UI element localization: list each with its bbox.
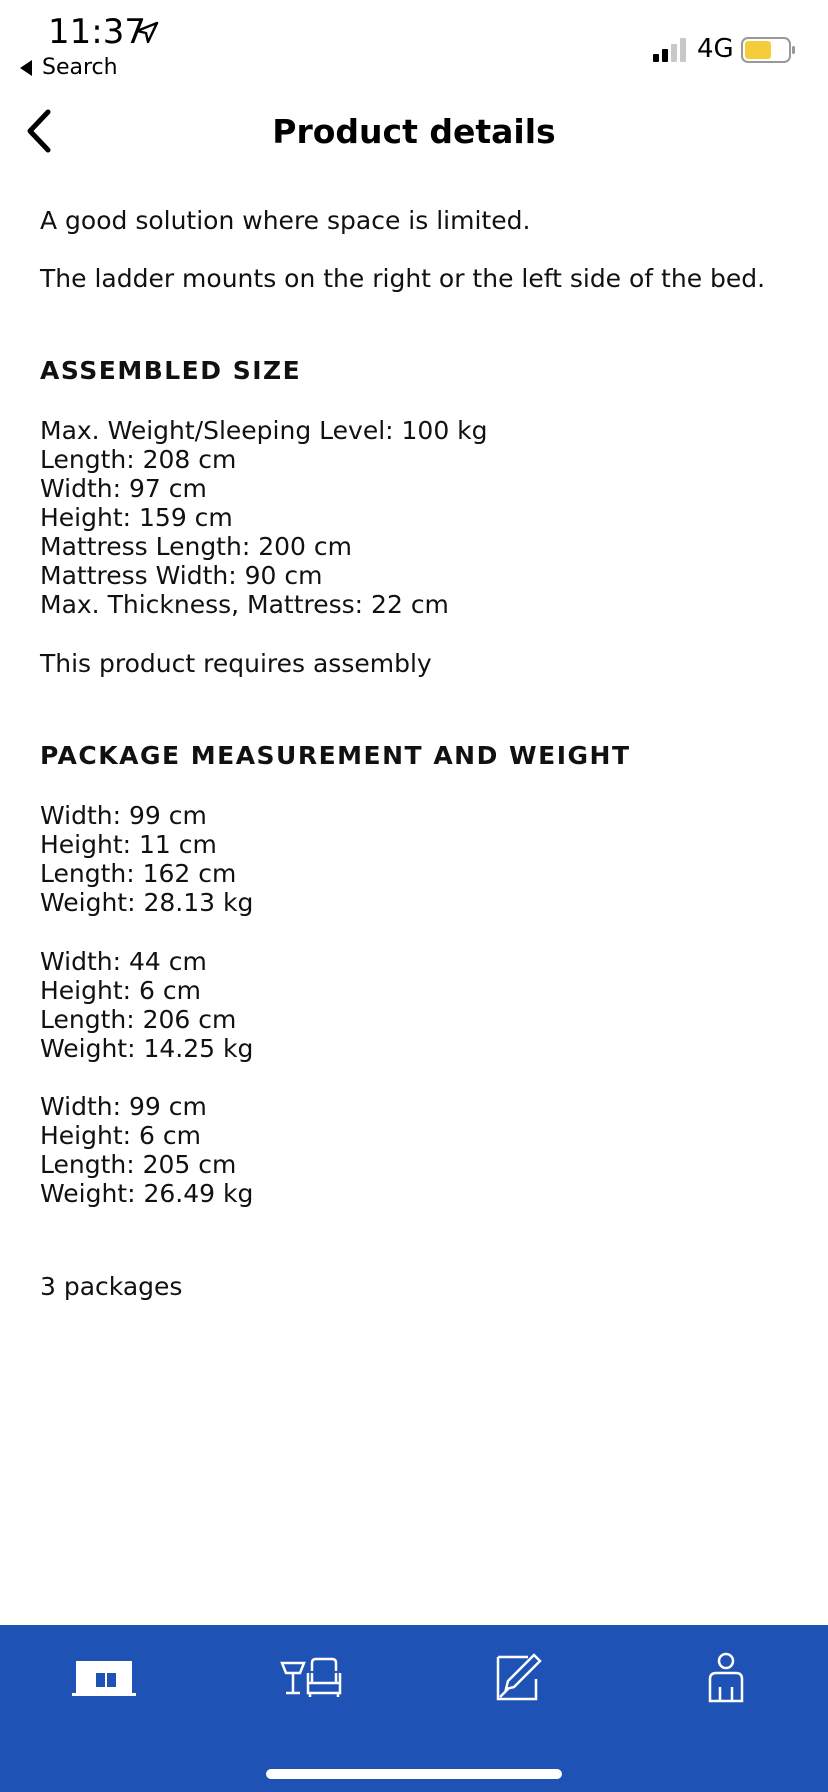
package-line: Length: 162 cm	[40, 859, 237, 888]
tab-home[interactable]	[64, 1649, 144, 1709]
package-block	[40, 1092, 253, 1208]
back-triangle-icon	[20, 60, 32, 76]
package-line: Weight: 14.25 kg	[40, 1034, 254, 1063]
spec-line: Height: 159 cm	[40, 503, 233, 532]
edit-list-icon	[478, 1649, 558, 1709]
assembled-size-heading: ASSEMBLED SIZE	[40, 356, 302, 385]
back-app-label: Search	[42, 55, 118, 80]
furniture-icon	[272, 1649, 352, 1709]
profile-icon	[686, 1649, 766, 1709]
tab-profile[interactable]	[686, 1649, 766, 1709]
package-line: Width: 99 cm	[40, 1092, 207, 1121]
package-line: Weight: 28.13 kg	[40, 888, 254, 917]
home-store-icon	[64, 1649, 144, 1709]
location-arrow-icon	[134, 20, 160, 46]
spec-line: Mattress Width: 90 cm	[40, 561, 323, 590]
spec-line: Length: 208 cm	[40, 445, 237, 474]
assembly-note: This product requires assembly	[40, 649, 432, 678]
spec-line: Width: 97 cm	[40, 474, 207, 503]
tab-bar	[0, 1625, 828, 1792]
package-line: Width: 99 cm	[40, 801, 207, 830]
package-count: 3 packages	[40, 1272, 183, 1301]
tab-products[interactable]	[272, 1649, 352, 1709]
tab-lists[interactable]	[478, 1649, 558, 1709]
assembled-size-list	[40, 416, 488, 619]
package-line: Height: 6 cm	[40, 976, 201, 1005]
intro-text: The ladder mounts on the right or the left side of the bed.	[40, 264, 766, 293]
back-to-search-link[interactable]	[20, 55, 118, 80]
page-title: Product details	[272, 112, 556, 151]
battery-icon	[741, 37, 797, 63]
package-block	[40, 947, 253, 1063]
spec-line: Max. Thickness, Mattress: 22 cm	[40, 590, 449, 619]
package-line: Length: 205 cm	[40, 1150, 237, 1179]
package-line: Weight: 26.49 kg	[40, 1179, 254, 1208]
intro-text: A good solution where space is limited.	[40, 206, 531, 235]
navigation-bar	[0, 96, 828, 168]
package-heading: PACKAGE MEASUREMENT AND WEIGHT	[40, 741, 631, 770]
package-line: Height: 11 cm	[40, 830, 217, 859]
cellular-signal-icon	[652, 38, 690, 62]
home-indicator[interactable]	[266, 1769, 562, 1779]
status-bar	[0, 0, 828, 84]
package-line: Width: 44 cm	[40, 947, 207, 976]
package-line: Length: 206 cm	[40, 1005, 237, 1034]
spec-line: Mattress Length: 200 cm	[40, 532, 352, 561]
network-type: 4G	[697, 34, 734, 64]
package-line: Height: 6 cm	[40, 1121, 201, 1150]
spec-line: Max. Weight/Sleeping Level: 100 kg	[40, 416, 488, 445]
package-block	[40, 801, 253, 917]
status-time: 11:37	[48, 12, 146, 52]
